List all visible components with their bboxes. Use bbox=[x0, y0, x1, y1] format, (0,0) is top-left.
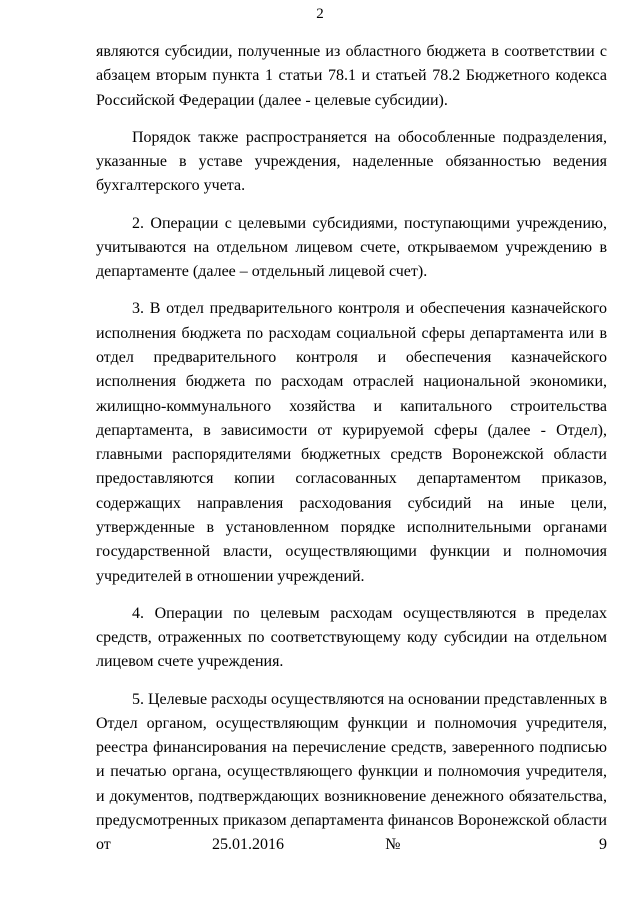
paragraph-item-3: 3. В отдел предварительного контроля и обеспечения казначейского исполнения бюджета по расходам социальной сферы департамента или в отдел предварительного контроля и обеспечения казначейского исполнения бюджета по расходам отраслей национальной экономики, жилищно-коммунального хозяйства и капитального строительства департамента, в зависимости от курируемой сферы (далее - Отдел), главными распорядителями бюджетных средств Воронежской области предоставляются копии согласованных департаментом приказов, содержащих направления расходования субсидий на иные цели, утвержденные в установленном порядке исполнительными органами государственной власти, осуществляющими функции и полномочия учредителей в отношении учреждений. bbox=[96, 300, 607, 585]
paragraph-item-2: 2. Операции с целевыми субсидиями, поступающими учреждению, учитываются на отдельном лицевом счете, открываемом учреждению в департаменте (далее – отдельный лицевой счет). bbox=[96, 214, 607, 281]
paragraph-item-4: 4. Операции по целевым расходам осуществляются в пределах средств, отраженных по соответствующему коду субсидии на отдельном лицевом счете учреждения. bbox=[96, 604, 607, 671]
page-number: 2 bbox=[316, 6, 324, 22]
paragraph-separate-divisions: Порядок также распространяется на обособленные подразделения, указанные в уставе учреждения, наделенные обязанностью ведения бухгалтерского учета. bbox=[96, 128, 607, 195]
paragraph-item-5: 5. Целевые расходы осуществляются на основании представленных в Отдел органом, осуществляющим функции и полномочия учредителя, реестра финансирования на перечисление средств, заверенного подписью и печатью органа, осуществляющего функции и полномочия учредителя, и документов, подтверждающих возникновение денежного обязательства, предусмотренных приказом департамента финансов Воронежской области от 25.01.2016 № 9 bbox=[96, 690, 607, 854]
paragraph-continuation: являются субсидии, полученные из областного бюджета в соответствии с абзацем вторым пункта 1 статьи 78.1 и статьей 78.2 Бюджетного кодекса Российской Федерации (далее - целевые субсидии). bbox=[96, 43, 607, 109]
document-body bbox=[96, 40, 607, 858]
